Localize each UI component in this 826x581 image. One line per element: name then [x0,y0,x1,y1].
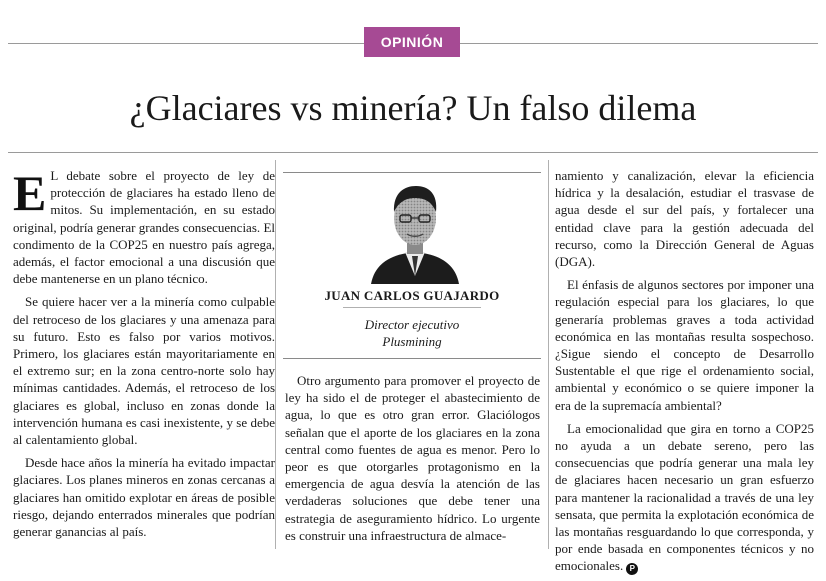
author-name-rule [343,307,481,308]
article-column-2 [285,372,540,550]
paragraph: Se quiere hacer ver a la minería como culpable del retroceso de los glaciares y una amenaza para su futuro. Esto es falso por varios motivos. Primero, los glaciares están mayoritariamente en el extremo sur; en la zona centro-norte solo hay mínimas cantidades. Además, el retroceso de los glaciares es global, incluso en zonas donde la intervención humana es casi inexistente, y se debe al calentamiento global. [13,294,275,448]
paragraph: Otro argumento para promover el proyecto de ley ha sido el de proteger el abastecimiento de agua, lo que es otro gran error. Glaciólogos señalan que el aporte de los glaciares en la zona central como fuentes de agua es menor. Pero lo peor es que otorgarles protagonismo en la emergencia de agua desvía la atención de las verdaderas soluciones que debe tener una estrategia de aseguramiento hídrico. Lo urgente es construir una infraestructura de almace- [285,373,540,543]
end-mark-icon: P [626,563,638,575]
paragraph: El énfasis de algunos sectores por imponer una regulación especial para los glaciares, lo que generaría problemas graves a toda actividad económica en las montañas resulta sospechoso. ¿Sigue siendo el concepto de Desarrollo Sustentable el que rige el ordenamiento social, ambiental y económico o se quiere imponer la era de la supremacía ambiental? [555,277,814,413]
paragraph [13,167,275,287]
author-role: Director ejecutivo [364,317,460,332]
column-divider-1 [275,160,276,549]
author-box-bottom-rule [283,358,541,359]
drop-cap: E [13,165,47,221]
author-company: Plusmining [382,334,442,349]
author-box [283,168,541,364]
article-column-1 [13,167,275,546]
article-headline: ¿Glaciares vs minería? Un falso dilema [129,88,697,128]
column-divider-2 [548,160,549,549]
paragraph: Desde hace años la minería ha evitado impactar glaciares. Los planes mineros en zonas cercanas a glaciares han omitido explotar en áreas de posible riesgo, dejando enterrados minerales que podrían generar ganancias al país. [13,455,275,540]
author-portrait-icon [365,176,465,284]
paragraph-text: La emocionalidad que gira en torno a COP25 no ayuda a un debate sereno, pero las consecuencias que podría generar una mala ley de glaciares hacen necesario un gran esfuerzo para mantener la racionalidad a través de una ley sensata, que permita la explotación económica de las montañas resguardando lo que corresponda, y por ende basada en componentes técnicos y no emocionales. [555,420,814,574]
paragraph: namiento y canalización, elevar la eficiencia hídrica y la desalación, estudiar el trasvase de agua desde el sur del país, y fortalecer una entidad clave para la gestión adecuada del recurso, como la Dirección General de Aguas (DGA). [555,168,814,270]
author-box-top-rule [283,172,541,173]
section-tag-opinion[interactable]: OPINIÓN [364,27,460,57]
headline-rule [8,152,818,153]
author-name: JUAN CARLOS GUAJARDO [324,288,500,303]
article-column-3 [555,167,814,581]
paragraph-text: L debate sobre el proyecto de ley de protección de glaciares ha estado lleno de mitos. Su implementación, en su estado original, podría generar grandes consecuencias. El condimento de la COP25 en nuestro país agrega, además, el factor emocional a una discusión que debe mantenerse en un plano técnico. [13,168,275,287]
paragraph [555,420,814,576]
